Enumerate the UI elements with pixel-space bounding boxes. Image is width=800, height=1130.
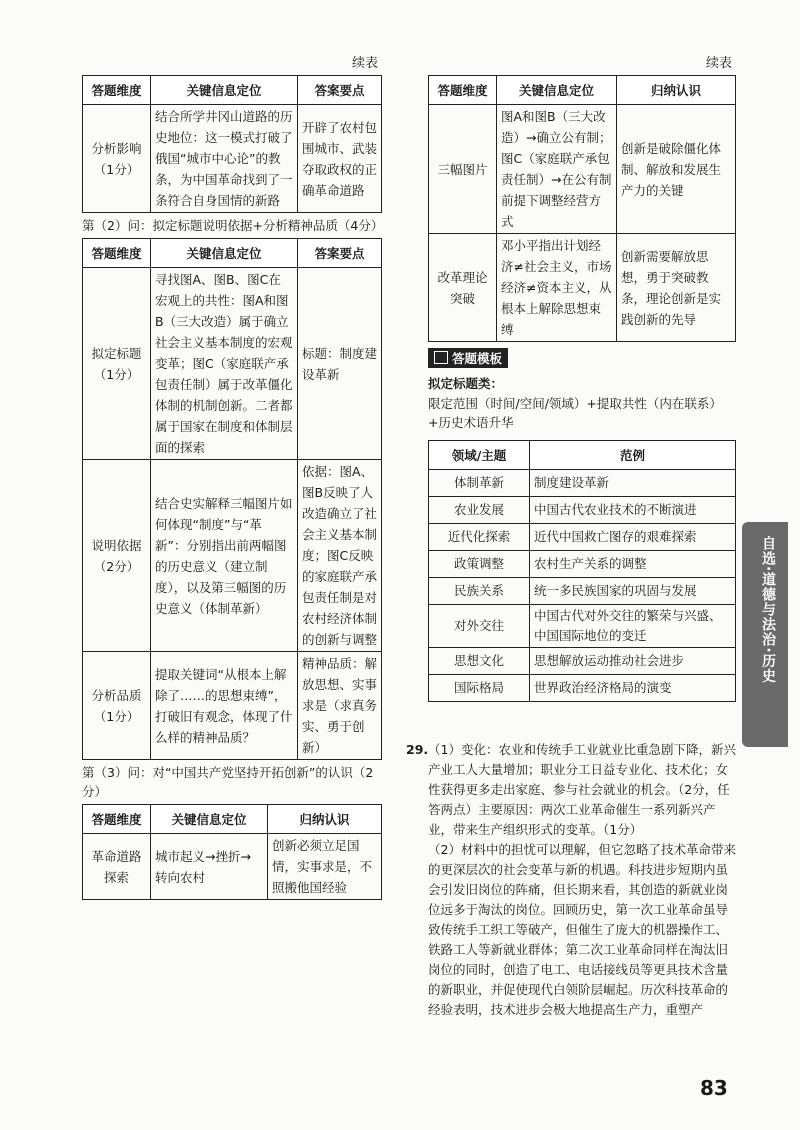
book-icon	[434, 351, 448, 364]
header-cell: 关键信息定位	[151, 805, 268, 834]
dimension-cell: 拟定标题 （1分）	[83, 268, 151, 460]
table-row	[429, 234, 736, 342]
table-row	[83, 105, 382, 213]
header-cell: 归纳认识	[617, 76, 736, 105]
table-row	[83, 268, 382, 460]
domain-cell: 思想文化	[429, 648, 530, 675]
info-cell: 城市起义→挫折→转向农村	[151, 834, 268, 900]
answer-cell: 依据：图A、图B反映了人改造确立了社会主义基本制度；图C反映的家庭联产承包责任制是对农村经济体制的创新与调整	[298, 460, 382, 652]
header-cell: 关键信息定位	[151, 239, 298, 268]
template-formula: 限定范围（时间/空间/领域）+提取共性（内在联系）+历史术语升华	[428, 396, 722, 430]
table-row	[429, 470, 736, 497]
table-row	[429, 524, 736, 551]
question-2-heading: 第（2）问：拟定标题说明依据+分析精神品质（4分）	[82, 218, 384, 233]
table-header-row	[429, 76, 736, 105]
example-cell: 世界政治经济格局的演变	[530, 675, 736, 702]
example-cell: 统一多民族国家的巩固与发展	[530, 578, 736, 605]
question-number: 29.	[406, 742, 429, 757]
table-header-row	[83, 805, 382, 834]
table-row	[429, 648, 736, 675]
template-heading	[428, 348, 508, 368]
page-number: 83	[700, 1076, 728, 1100]
example-cell: 中国古代农业技术的不断演进	[530, 497, 736, 524]
question-29-answer	[406, 740, 736, 1020]
table-q2	[82, 238, 382, 760]
header-cell: 答题维度	[83, 239, 151, 268]
table-row	[429, 551, 736, 578]
header-cell: 答题维度	[83, 76, 151, 105]
dimension-cell: 改革理论突破	[429, 234, 497, 342]
table-header-row	[83, 239, 382, 268]
header-cell: 答案要点	[298, 76, 382, 105]
right-column	[428, 52, 736, 702]
table-row	[83, 652, 382, 760]
answer-cell: 创新需要解放思想，勇于突破教条，理论创新是实践创新的先导	[617, 234, 736, 342]
left-column	[82, 52, 382, 900]
table-header-row	[83, 76, 382, 105]
answer-cell: 标题：制度建设革新	[298, 268, 382, 460]
table-row	[429, 605, 736, 648]
continued-label: 续表	[351, 56, 378, 71]
table-row	[429, 105, 736, 234]
dimension-cell: 革命道路探索	[83, 834, 151, 900]
table-row	[83, 460, 382, 652]
table-row	[429, 497, 736, 524]
dimension-cell: 说明依据 （2分）	[83, 460, 151, 652]
header-cell: 关键信息定位	[151, 76, 298, 105]
header-cell: 答案要点	[298, 239, 382, 268]
info-cell: 图A和图B（三大改造）→确立公有制；图C（家庭联产承包责任制）→在公有制前提下调整经营方式	[497, 105, 617, 234]
example-cell: 中国古代对外交往的繁荣与兴盛、中国国际地位的变迁	[530, 605, 736, 648]
domain-cell: 农业发展	[429, 497, 530, 524]
question-3-heading: 第（3）问：对“中国共产党坚持开拓创新”的认识（2分）	[82, 765, 374, 799]
answer-cell: 创新必须立足国情，实事求是，不照搬他国经验	[268, 834, 382, 900]
template-label: 拟定标题类：	[428, 376, 504, 391]
dimension-cell: 分析品质 （1分）	[83, 652, 151, 760]
answer-cell: 精神品质：解放思想、实事求是（求真务实、勇于创新）	[298, 652, 382, 760]
template-heading-label: 答题模板	[452, 351, 503, 366]
header-cell: 领域/主题	[429, 441, 530, 470]
domain-cell: 政策调整	[429, 551, 530, 578]
domain-cell: 近代化探索	[429, 524, 530, 551]
info-cell: 结合史实解释三幅图片如何体现“制度”与“革新”：分别指出前两幅图的历史意义（建立制度），以及第三幅图的历史意义（体制革新）	[151, 460, 298, 652]
header-cell: 答题维度	[429, 76, 497, 105]
table-row	[83, 834, 382, 900]
header-cell: 答题维度	[83, 805, 151, 834]
table-row	[429, 675, 736, 702]
table-q3-continued	[428, 75, 736, 342]
answer-part-2: （2）材料中的担忧可以理解，但它忽略了技术革命带来的更深层次的社会变革与新的机遇。科技进步短期内虽会引发旧岗位的阵痛，但长期来看，其创造的新就业岗位远多于淘汰的岗位。回顾历史，第一次工业革命虽导致传统手工织工等破产，但催生了庞大的机器操作工、铁路工人等新就业群体；第二次工业革命同样在淘汰旧岗位的同时，创造了电工、电话接线员等更具技术含量的新职业，并促使现代白领阶层崛起。历次科技革命的经验表明，技术进步会极大地提高生产力，重塑产	[428, 842, 736, 1017]
table-q1-analysis	[82, 75, 382, 213]
table-header-row	[429, 441, 736, 470]
table-title-examples	[428, 440, 736, 702]
header-cell: 归纳认识	[268, 805, 382, 834]
domain-cell: 对外交往	[429, 605, 530, 648]
answer-cell: 开辟了农村包围城市、武装夺取政权的正确革命道路	[298, 105, 382, 213]
example-cell: 思想解放运动推动社会进步	[530, 648, 736, 675]
info-cell: 邓小平指出计划经济≠社会主义，市场经济≠资本主义，从根本上解除思想束缚	[497, 234, 617, 342]
answer-cell: 创新是破除僵化体制、解放和发展生产力的关键	[617, 105, 736, 234]
info-cell: 提取关键词“从根本上解除了……的思想束缚”，打破旧有观念，体现了什么样的精神品质？	[151, 652, 298, 760]
table-row	[429, 578, 736, 605]
example-cell: 农村生产关系的调整	[530, 551, 736, 578]
header-cell: 关键信息定位	[497, 76, 617, 105]
domain-cell: 国际格局	[429, 675, 530, 702]
answer-part-1: （1）变化：农业和传统手工业就业比重急剧下降，新兴产业工人大量增加；职业分工日益专业化、技术化；女性获得更多走出家庭、参与社会就业的机会。（2分，任答两点）主要原因：两次工业革命催生一系列新兴产业，带来生产组织形式的变革。（1分）	[428, 742, 736, 837]
info-cell: 寻找图A、图B、图C在宏观上的共性：图A和图B（三大改造）属于确立社会主义基本制度的宏观变革；图C（家庭联产承包责任制）属于改革僵化体制的机制创新。二者都属于国家在制度和体制层面的探索	[151, 268, 298, 460]
side-tab	[742, 522, 788, 747]
side-tab-label: 自选·道德与法治·历史	[760, 536, 776, 684]
domain-cell: 体制革新	[429, 470, 530, 497]
info-cell: 结合所学井冈山道路的历史地位：这一模式打破了俄国“城市中心论”的教条，为中国革命找到了一条符合自身国情的新路	[151, 105, 298, 213]
table-q3	[82, 804, 382, 900]
dimension-cell: 分析影响 （1分）	[83, 105, 151, 213]
header-cell: 范例	[530, 441, 736, 470]
example-cell: 近代中国救亡图存的艰难探索	[530, 524, 736, 551]
continued-label: 续表	[705, 56, 732, 71]
dimension-cell: 三幅图片	[429, 105, 497, 234]
domain-cell: 民族关系	[429, 578, 530, 605]
example-cell: 制度建设革新	[530, 470, 736, 497]
